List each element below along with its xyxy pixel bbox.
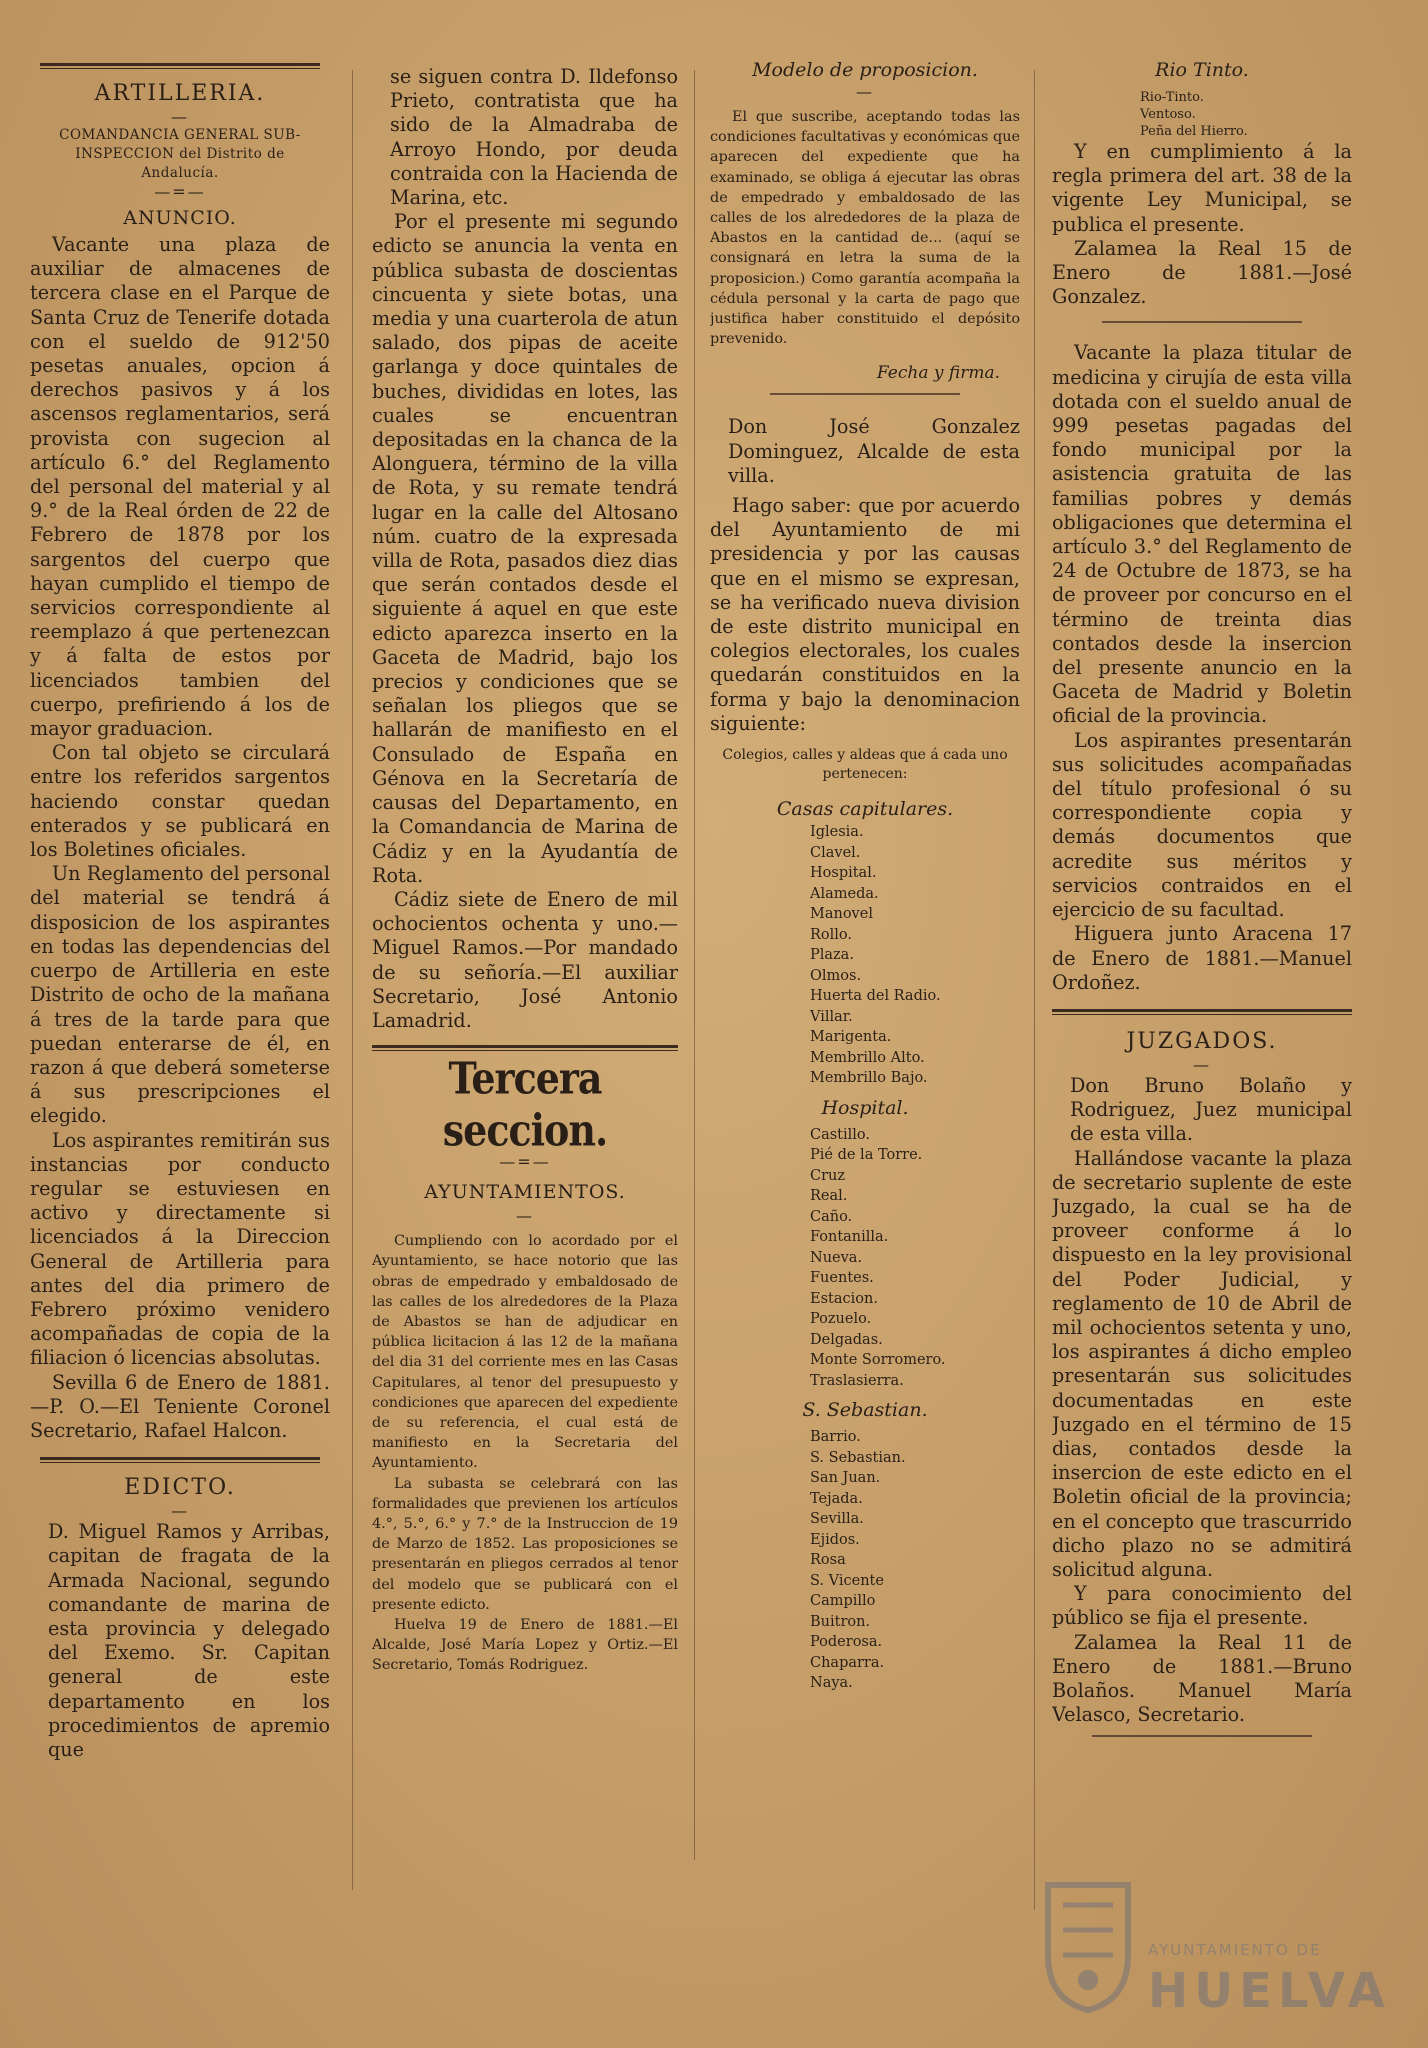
list-item: Huerta del Radio. [810,988,941,1005]
list-item: Traslasierra. [810,1372,904,1389]
list-item: Sevilla. [810,1511,864,1528]
list-item: Cruz [810,1167,846,1184]
san-sebastian-heading: S. Sebastian. [802,1399,928,1422]
list-item: Fontanilla. [810,1229,889,1246]
rio-tinto-heading: Rio Tinto. [1155,59,1249,81]
tercera-seccion-heading: Tercera seccion. [442,1052,608,1156]
list-item: Rio-Tinto. [1140,90,1204,105]
section-rule [40,1457,320,1463]
list-item: Castillo. [810,1126,871,1143]
vacante-paragraph: Vacante la plaza titular de medicina y cirujía de esta villa dotada con el sueldo anual de 999 pesetas pagadas del fondo municipal por la asistencia gratuita de las familias pobres y demás obligaciones que determina el artículo 3.° del Reglamento de 24 de Octubre de 1873, se ha de proveer por concurso en el término de treinta dias contados desde la insercion del presente anuncio en la Gaceta de Madrid y Boletin oficial de la provincia. [1052,341,1352,728]
modelo-heading: Modelo de proposicion. [752,59,978,81]
divider-dash: — [1193,1054,1211,1074]
edicto-continuation: se siguen contra D. Ildefonso Prieto, contratista que ha sido de la Almadraba de Arroyo Hondo, por deuda contraida con la Hacienda de Marina, etc. [390,65,678,210]
anuncio-paragraph: Los aspirantes remitirán sus instancias por conducto regular se estuviesen en activo y directamente si licenciados á la Direccion General de Artilleria para antes del dia primero de Febrero próximo venidero acompañadas de copia de la filiacion ó licencias absolutas. [30,1128,330,1370]
list-item: Iglesia. [810,824,864,841]
juez-heading: Don Bruno Bolaño y Rodriguez, Juez municipal de esta villa. [1070,1073,1352,1146]
edicto-heading: EDICTO. [124,1475,236,1501]
column-divider [694,70,695,1860]
anuncio-heading: ANUNCIO. [123,207,237,229]
list-item: Nueva. [810,1249,863,1266]
list-item: Real. [810,1188,848,1205]
rio-tinto-list [1052,89,1352,140]
section-rule [40,63,320,69]
rio-tinto-signature: Zalamea la Real 15 de Enero de 1881.—José Gonzalez. [1052,236,1352,309]
archive-watermark [1018,1845,1391,2025]
divider-dash: — [856,82,874,101]
section-rule [1092,1735,1312,1737]
section-rule [372,1045,678,1051]
anuncio-paragraph: Un Reglamento del personal del material se tendrá á disposicion de los aspirantes en todas las dependencias del cuerpo de Artilleria en este Distrito de ocho de la mañana á tres de la tarde para que puedan enterarse de él, en razon á que deberá someterse á sus prescripciones el elegido. [30,862,330,1128]
column-divider [1034,70,1035,1910]
juzgado-paragraph: Hallándose vacante la plaza de secretario suplente de este Juzgado, la cual se ha de proveer conforme á lo dispuesto en la ley provisional del Poder Judicial, y reglamento de 10 de Abril de mil ochocientos setenta y uno, los aspirantes á dicho empleo presentarán sus solicitudes documentadas en este Juzgado en el término de 15 dias, contados desde la insercion de este edicto en el Boletin oficial de la provincia; en el concepto que trascurrido dicho plazo no se admitirá solicitud alguna. [1052,1146,1352,1581]
section-heading-artilleria: ARTILLERIA. [94,81,266,106]
list-item: Hospital. [810,865,877,882]
list-item: Tejada. [810,1490,863,1507]
list-item: Plaza. [810,947,854,964]
list-item: Poderosa. [810,1634,883,1651]
juzgados-heading: JUZGADOS. [1126,1028,1278,1054]
column-1 [30,55,330,2018]
list-item: Naya. [810,1675,853,1692]
vacante-signature: Higuera junto Aracena 17 de Enero de 1881.—Manuel Ordoñez. [1052,922,1352,994]
ayuntamiento-paragraph: Cumpliendo con lo acordado por el Ayuntamiento, se hace notorio que las obras de empedrado y embaldosado de las calles de los alrededores de la Plaza de Abastos se han de adjudicar en pública licitacion á las 12 de la mañana del dia 31 del corriente mes en las Casas Capitulares, al tenor del presupuesto y condiciones que aparecen del expediente de su referencia, el cual está de manifiesto en la Secretaria del Ayuntamiento. [372,1233,678,1472]
watermark-text: HUELVA [1148,1963,1391,2019]
edicto-signature: Cádiz siete de Enero de mil ochocientos ochenta y uno.—Miguel Ramos.—Por mandado de su señoría.—El auxiliar Secretario, José Antonio Lamadrid. [372,887,678,1032]
ayuntamiento-signature: Huelva 19 de Enero de 1881.—El Alcalde, José María Lopez y Ortiz.—El Secretario, Tomás Rodriguez. [372,1616,678,1674]
edicto-paragraph: Por el presente mi segundo edicto se anuncia la venta en pública subasta de doscientas cincuenta y siete botas, una media y una cuarterola de atun salado, dos pipas de aceite garlanga y doce quintales de buches, divididas en lotes, las cuales se encuentran depositadas en la chanca de la Alonguera, término de la villa de Rota, y su remate tendrá lugar en la calle del Altosano núm. cuatro de la expresada villa de Rota, pasados diez dias que serán contados desde el siguiente á aquel en que este edicto aparezca inserto en la Gaceta de Madrid, bajo los precios y condiciones que se señalan los pliegos que se hallarán de manifiesto en el Consulado de España en Génova en la Secretaría de causas del Departamento, en la Comandancia de Marina de Cádiz y en la Ayudantía de Rota. [372,210,678,887]
list-item: Buitron. [810,1613,871,1630]
vacante-paragraph: Los aspirantes presentarán sus solicitudes acompañadas del título profesional ó su correspondiente copia y demás documentos que acredite sus méritos y servicios contraidos en el ejercicio de su facultad. [1052,728,1352,922]
colegios-intro: Colegios, calles y aldeas que á cada uno pertenecen: [722,747,1008,783]
list-item: Fuentes. [810,1270,874,1287]
column-divider [352,70,353,1890]
anuncio-paragraph: Con tal objeto se circulará entre los referidos sargentos haciendo constar quedan enterados y se publicará en los Boletines oficiales. [30,741,330,862]
hospital-list [710,1125,1020,1392]
list-item: Olmos. [810,967,862,984]
juzgado-signature: Zalamea la Real 11 de Enero de 1881.—Bruno Bolaños. Manuel María Velasco, Secretario. [1052,1630,1352,1727]
list-item: Pozuelo. [810,1311,872,1328]
list-item: Delgadas. [810,1331,883,1348]
hago-saber-paragraph: Hago saber: que por acuerdo del Ayuntamiento de mi presidencia y por las causas que en el mismo se expresan, se ha verificado nueva division de este distrito municipal en colegios electorales, los cuales quedarán constituidos en la forma y bajo la denominacion siguiente: [710,494,1020,735]
modelo-paragraph: El que suscribe, aceptando todas las condiciones facultativas y económicas que aparecen del expediente que ha examinado, se obliga á ejecutar las obras de empedrado y embaldosado de las calles de los alrededores de la plaza de Abastos en la cantidad de... (aquí se consignará en letra la suma de la proposicion.) Como garantía acompaña la cédula personal y la carta de pago que justifica haber constituido el depósito prevenido. [710,109,1020,348]
watermark-small-text: AYUNTAMIENTO DE [1148,1941,1322,1959]
san-sebastian-list [710,1427,1020,1694]
section-rule [1052,1009,1352,1015]
list-item: Ejidos. [810,1531,860,1548]
list-item: Membrillo Alto. [810,1049,925,1066]
casas-capitulares-list [710,822,1020,1089]
juzgado-paragraph: Y para conocimiento del público se fija el presente. [1052,1582,1352,1630]
shield-icon [1038,1875,1138,2015]
list-item: Manovel [810,906,873,923]
list-item: Rollo. [810,926,853,943]
hospital-heading: Hospital. [821,1096,909,1119]
column-3 [710,55,1020,2018]
list-item: Campillo [810,1593,876,1610]
divider-dash: —=— [499,1152,551,1172]
anuncio-paragraph: Vacante una plaza de auxiliar de almacenes de tercera clase en el Parque de Santa Cruz de Tenerife dotada con el sueldo de 912'50 pesetas anuales, opcion á derechos pasivos y á los ascensos reglamentarios, será provista con sugecion al artículo 6.° del Reglamento del personal del material y al 9.° de la Real órden de 22 de Febrero de 1878 por los sargentos del cuerpo que hayan cumplido el tiempo de servicios correspondiente al reemplazo á que pertenezcan y á falta de estos por licenciados tambien del cuerpo, prefiriendo á los de mayor graduacion. [30,233,330,741]
ayuntamientos-heading: AYUNTAMIENTOS. [424,1181,626,1204]
list-item: Rosa [810,1552,846,1569]
list-item: Villar. [810,1008,853,1025]
list-item: Estacion. [810,1290,878,1307]
divider-dash: — [171,107,189,126]
list-item: Marigenta. [810,1029,892,1046]
column-2 [372,55,678,2018]
rio-tinto-paragraph: Y en cumplimiento á la regla primera del art. 38 de la vigente Ley Municipal, se publica el presente. [1052,140,1352,236]
list-item: S. Vicente [810,1572,884,1589]
list-item: Peña del Hierro. [1140,124,1248,139]
section-rule [770,393,960,395]
list-item: San Juan. [810,1470,881,1487]
ayuntamiento-paragraph: La subasta se celebrará con las formalidades que previenen los artículos 4.°, 5.°, 6.° y 7.° de la Instruccion de 19 de Marzo de 1852. Las proposiciones se presentarán en pliegos cerrados al tenor del modelo que se publicará con el presente edicto. [372,1475,678,1613]
list-item: Pié de la Torre. [810,1147,923,1164]
list-item: Clavel. [810,844,861,861]
list-item: Membrillo Bajo. [810,1070,928,1087]
fecha-firma: Fecha y firma. [876,363,1000,384]
edicto-paragraph: D. Miguel Ramos y Arribas, capitan de fragata de la Armada Nacional, segundo comandante de marina de esta provincia y delegado del Exemo. Sr. Capitan general de este departamento en los procedimientos de apremio que [48,1520,330,1761]
list-item: Barrio. [810,1429,861,1446]
casas-capitulares-heading: Casas capitulares. [776,798,954,821]
list-item: Chaparra. [810,1654,885,1671]
list-item: Ventoso. [1140,107,1196,122]
list-item: Alameda. [810,885,879,902]
divider-dash: — [516,1206,534,1226]
list-item: S. Sebastian. [810,1449,906,1466]
list-item: Caño. [810,1208,853,1225]
comandancia-subheading: COMANDANCIA GENERAL SUB-INSPECCION del Distrito de Andalucía. [59,127,301,181]
divider-dash: —=— [154,182,206,201]
section-rule [1102,321,1302,323]
list-item: Monte Sorromero. [810,1352,946,1369]
alcalde-heading: Don José Gonzalez Dominguez, Alcalde de esta villa. [728,415,1020,487]
divider-dash: — [171,1501,189,1521]
column-4 [1052,55,1352,2018]
anuncio-signature: Sevilla 6 de Enero de 1881.—P. O.—El Teniente Coronel Secretario, Rafael Halcon. [30,1370,330,1442]
